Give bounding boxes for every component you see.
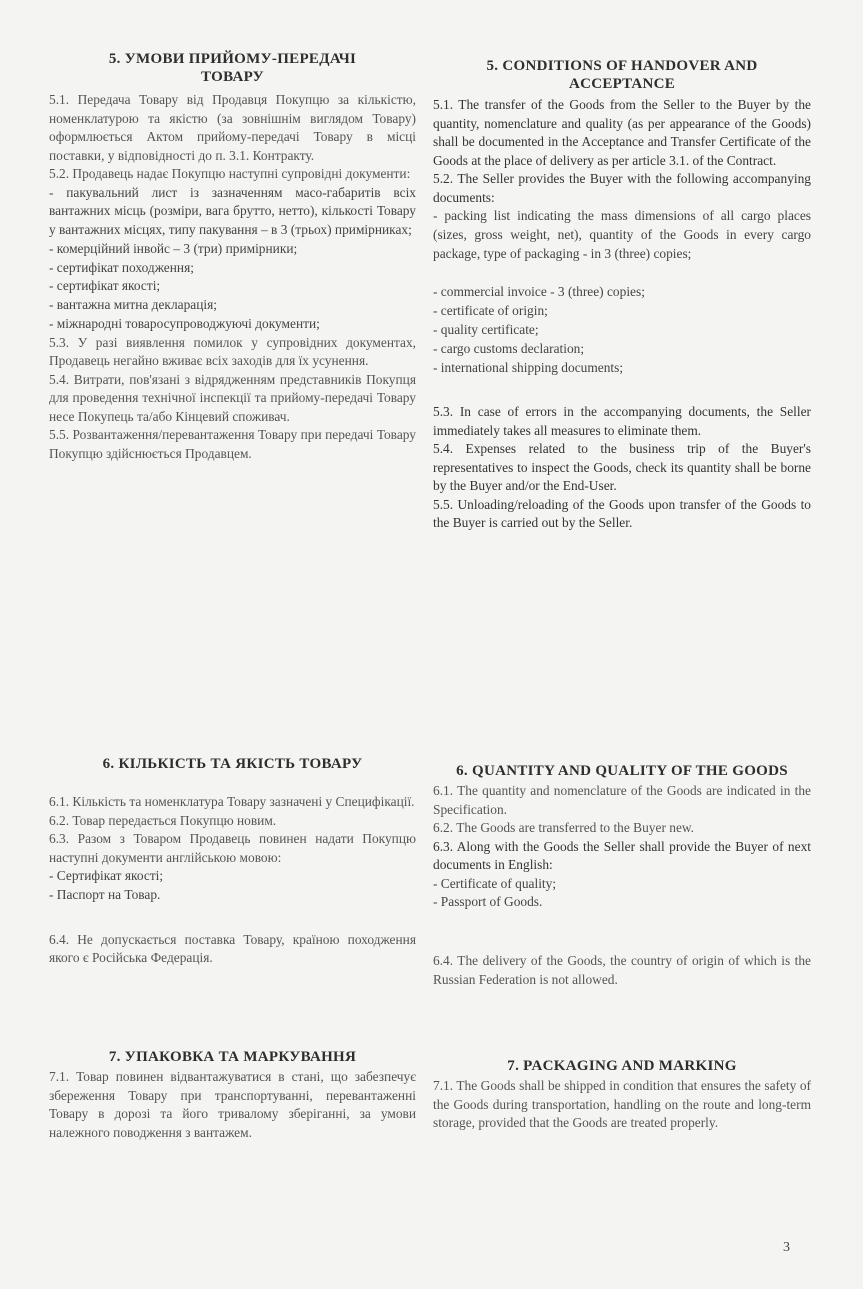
en-doc-commercial-invoice: - commercial invoice - 3 (three) copies;	[433, 284, 645, 300]
uk-section-6-heading: 6. КІЛЬКІСТЬ ТА ЯКІСТЬ ТОВАРУ	[102, 756, 363, 772]
uk-clause-6-3: 6.3. Разом з Товаром Продавець повинен надати Покупцю наступні документи англійською мовою:	[49, 831, 416, 865]
en-section-6	[433, 762, 811, 989]
uk-section-5	[49, 50, 416, 463]
en-section-6-heading: 6. QUANTITY AND QUALITY OF THE GOODS	[456, 763, 788, 779]
uk-doc-shipping-documents: - міжнародні товаросупроводжуючі документи;	[49, 316, 320, 332]
uk-clause-7-1: 7.1. Товар повинен відвантажуватися в стані, що забезпечує збереження Товару при транспортуванні, перевантаженні Товару в дорозі та його тривалому зберіганні, за умови належного поводження з вантажем.	[49, 1069, 416, 1140]
en-clause-6-3: 6.3. Along with the Goods the Seller shall provide the Buyer of next documents in English:	[433, 838, 811, 872]
uk-clause-5-4: 5.4. Витрати, пов'язані з відрядженням представників Покупця для проведення технічної інспекції та прийому-передачі Товару несе Покупець та/або Кінцевий споживач.	[49, 371, 416, 424]
en-doc-packing-list: - packing list indicating the mass dimensions of all cargo places (sizes, gross weight, net), quantity of the Goods in every cargo package, type of packaging - in 3 (three) copies;	[433, 208, 811, 261]
uk-clause-5-1: 5.1. Передача Товару від Продавця Покупцю за кількістю, номенклатурою та якістю (за зовнішнім виглядом Товару) оформлюється Актом прийому-передачі Товару в місці поставки, у відповідності до п. 3.1. Контракту.	[49, 92, 416, 163]
uk-clause-5-2: 5.2. Продавець надає Покупцю наступні супровідні документи:	[49, 166, 411, 181]
en-section-5-heading: 5. CONDITIONS OF HANDOVER AND ACCEPTANCE	[486, 58, 758, 92]
uk-clause-5-3: 5.3. У разі виявлення помилок у супровідних документах, Продавець негайно вживає всіх заходів для їх усунення.	[49, 334, 416, 369]
en-clause-5-5: 5.5. Unloading/reloading of the Goods upon transfer of the Goods to the Buyer is carried out by the Seller.	[433, 496, 811, 531]
uk-section-5-heading: 5. УМОВИ ПРИЙОМУ-ПЕРЕДАЧІ ТОВАРУ	[108, 51, 357, 85]
en-clause-5-1: 5.1. The transfer of the Goods from the Seller to the Buyer by the quantity, nomenclature and quality (as per appearance of the Goods) shall be documented in the Acceptance and Transfer Certificate of the Goods at the place of delivery as per article 3.1. of the Contract.	[433, 97, 811, 168]
en-clause-5-3: 5.3. In case of errors in the accompanying documents, the Seller immediately takes all measures to eliminate them.	[433, 404, 811, 438]
uk-doc-customs-declaration: - вантажна митна декларація;	[49, 297, 217, 313]
en-doc-passport: - Passport of Goods.	[433, 894, 543, 910]
uk-clause-6-2: 6.2. Товар передається Покупцю новим.	[49, 812, 277, 828]
en-doc-customs-declaration: - cargo customs declaration;	[433, 340, 585, 356]
uk-doc-passport: - Паспорт на Товар.	[49, 886, 161, 902]
en-doc-quality-certificate: - quality certificate;	[433, 321, 539, 337]
en-section-7	[433, 1057, 811, 1133]
uk-clause-6-1: 6.1. Кількість та номенклатура Товару зазначені у Специфікації.	[49, 794, 415, 809]
uk-doc-certificate-origin: - сертифікат походження;	[49, 259, 194, 275]
uk-clause-6-4: 6.4. Не допускається поставка Товару, країною походження якого є Російська Федерація.	[49, 931, 416, 966]
en-doc-certificate-origin: - certificate of origin;	[433, 303, 548, 319]
uk-section-7	[49, 1048, 416, 1142]
en-clause-6-2: 6.2. The Goods are transferred to the Buyer new.	[433, 820, 695, 835]
page-number: 3	[783, 1240, 790, 1255]
en-clause-5-2: 5.2. The Seller provides the Buyer with the following accompanying documents:	[433, 171, 811, 205]
en-doc-quality: - Certificate of quality;	[433, 875, 557, 891]
uk-clause-5-5: 5.5. Розвантаження/перевантаження Товару при передачі Товару Покупцю здійснюється Продавцем.	[49, 427, 416, 461]
uk-doc-quality-certificate: - сертифікат якості;	[49, 278, 161, 294]
en-section-5	[433, 57, 811, 533]
en-doc-shipping-documents: - international shipping documents;	[433, 359, 624, 375]
uk-section-6	[49, 755, 416, 968]
en-clause-6-4: 6.4. The delivery of the Goods, the country of origin of which is the Russian Federation is not allowed.	[433, 953, 811, 987]
en-clause-6-1: 6.1. The quantity and nomenclature of the Goods are indicated in the Specification.	[433, 783, 811, 817]
en-section-7-heading: 7. PACKAGING AND MARKING	[507, 1058, 737, 1074]
uk-section-7-heading: 7. УПАКОВКА ТА МАРКУВАННЯ	[108, 1049, 357, 1065]
uk-doc-commercial-invoice: - комерційний інвойс – 3 (три) примірники;	[49, 240, 298, 256]
en-clause-7-1: 7.1. The Goods shall be shipped in condition that ensures the safety of the Goods during transportation, handling on the route and long-term storage, provided that the Goods are treated properly.	[433, 1078, 811, 1130]
en-clause-5-4: 5.4. Expenses related to the business trip of the Buyer's representatives to inspect the Goods, check its quantity shall be borne by the Buyer and/or the End-User.	[433, 441, 811, 494]
uk-doc-quality: - Сертифікат якості;	[49, 868, 164, 883]
uk-doc-packing-list: - пакувальний лист із зазначенням масо-габаритів всіх вантажних місць (розміри, вага брутто, нетто), кількості Товару у вантажних місцях, типу пакування – в 3 (трьох) примірниках;	[49, 184, 416, 238]
